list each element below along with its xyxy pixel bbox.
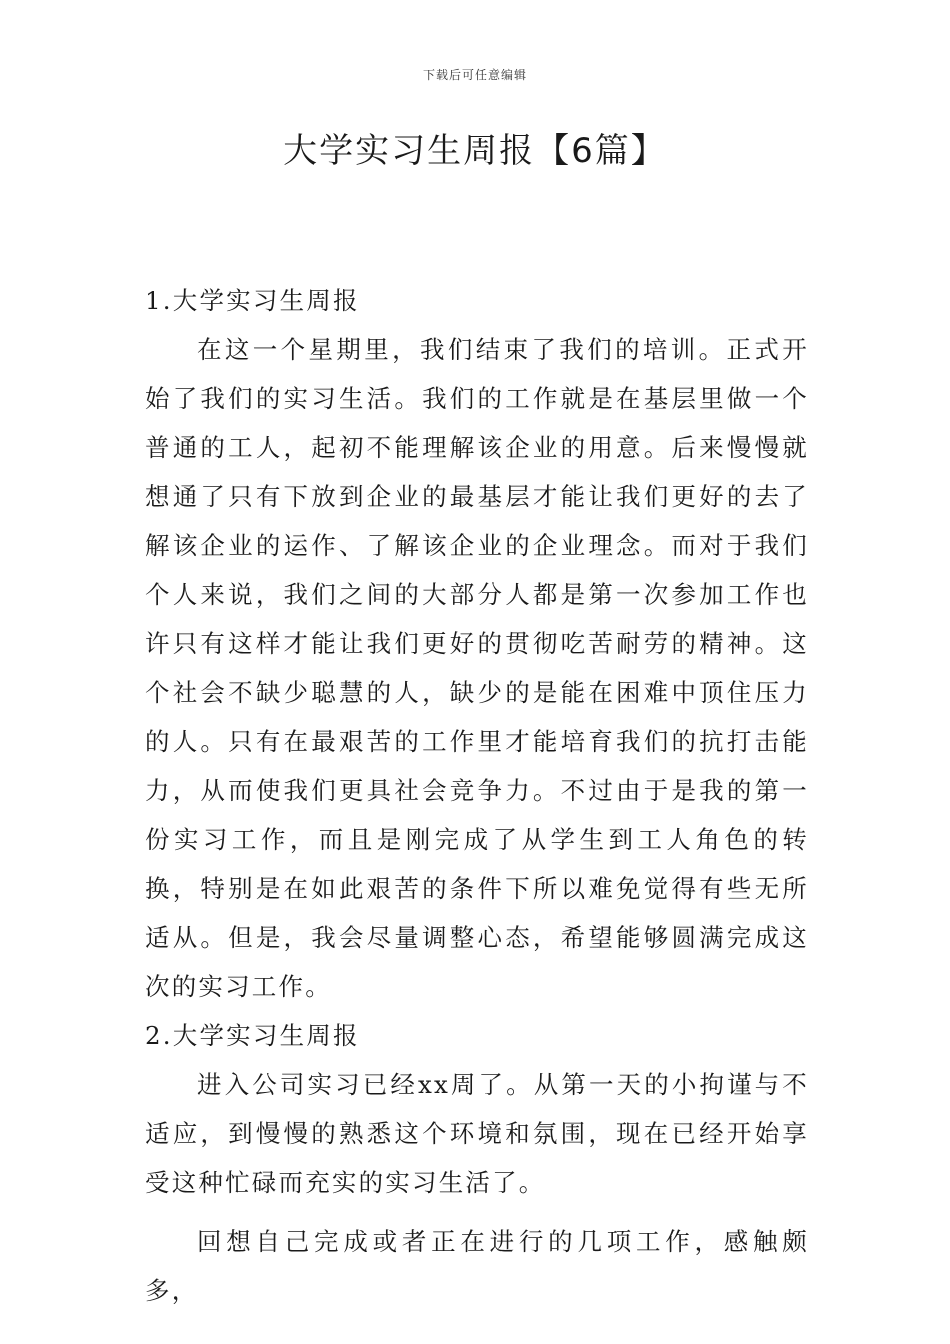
document-title: 大学实习生周报【6篇】: [283, 131, 667, 171]
section-heading-1: 1.大学实习生周报: [145, 286, 360, 315]
header-note: 下载后可任意编辑: [422, 68, 527, 82]
section-2-paragraph-2: 回想自己完成或者正在进行的几项工作，感触颇多，: [145, 1227, 809, 1305]
section-2-paragraph-1: 进入公司实习已经xx周了。从第一天的小拘谨与不适应，到慢慢的熟悉这个环境和氛围，现在已经开始享受这种忙碌而充实的实习生活了。: [145, 1070, 809, 1197]
section-heading-2: 2.大学实习生周报: [145, 1021, 360, 1050]
document-body: [145, 276, 809, 1315]
section-1-paragraph-1: 在这一个星期里，我们结束了我们的培训。正式开始了我们的实习生活。我们的工作就是在基层里做一个普通的工人，起初不能理解该企业的用意。后来慢慢就想通了只有下放到企业的最基层才能让我们更好的去了解该企业的运作、了解该企业的企业理念。而对于我们个人来说，我们之间的大部分人都是第一次参加工作也许只有这样才能让我们更好的贯彻吃苦耐劳的精神。这个社会不缺少聪慧的人，缺少的是能在困难中顶住压力的人。只有在最艰苦的工作里才能培育我们的抗打击能力，从而使我们更具社会竞争力。不过由于是我的第一份实习工作，而且是刚完成了从学生到工人角色的转换，特别是在如此艰苦的条件下所以难免觉得有些无所适从。但是，我会尽量调整心态，希望能够圆满完成这次的实习工作。: [145, 335, 809, 1001]
